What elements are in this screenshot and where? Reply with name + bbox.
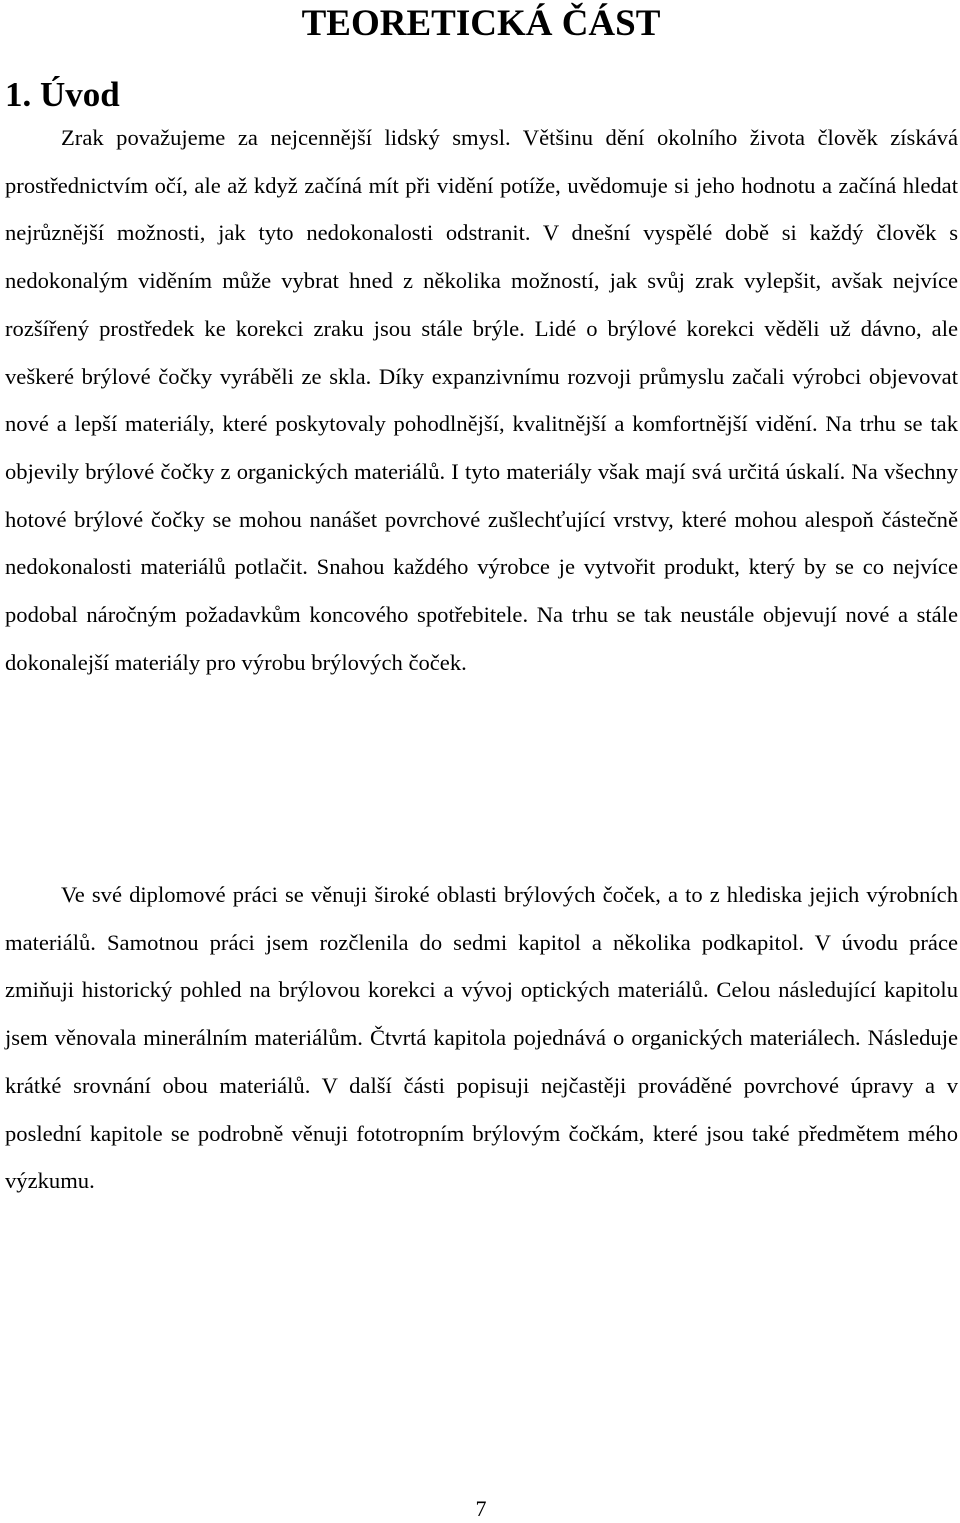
page-number: 7 — [475, 1496, 487, 1521]
part-title: TEORETICKÁ ČÁST — [301, 3, 661, 44]
paragraph-intro: Zrak považujeme za nejcennější lidský smysl. Většinu dění okolního života člověk získává prostřednictvím očí, ale až když začíná mít při vidění potíže, uvědomuje si jeho hodnotu a začíná hledat nejrůznější možnosti, jak tyto nedokonalosti odstranit. V dnešní vyspělé době si každý člověk s nedokonalým viděním může vybrat hned z několika možností, jak svůj zrak vylepšit, avšak nejvíce rozšířený prostředek ke korekci zraku jsou stále brýle. Lidé o brýlové korekci věděli už dávno, ale veškeré brýlové čočky vyráběli ze skla. Díky expanzivnímu rozvoji průmyslu začali výrobci objevovat nové a lepší materiály, které poskytovaly pohodlnější, kvalitnější a komfortnější vidění. Na trhu se tak objevily brýlové čočky z organických materiálů. I tyto materiály však mají svá určitá úskalí. Na všechny hotové brýlové čočky se mohou nanášet povrchové zušlechťující vrstvy, které mohou alespoň částečně nedokonalosti materiálů potlačit. Snahou každého výrobce je vytvořit produkt, který by se co nejvíce podobal náročným požadavkům koncového spotřebitele. Na trhu se tak neustále objevují nové a stále dokonalejší materiály pro výrobu brýlových čoček. — [5, 125, 958, 675]
paragraph-thesis-outline: Ve své diplomové práci se věnuji široké oblasti brýlových čoček, a to z hlediska jejich výrobních materiálů. Samotnou práci jsem rozčlenila do sedmi kapitol a několika podkapitol. V úvodu práce zmiňuji historický pohled na brýlovou korekci a vývoj optických materiálů. Celou následující kapitolu jsem věnovala minerálním materiálům. Čtvrtá kapitola pojednává o organických materiálech. Následuje krátké srovnání obou materiálů. V další části popisuji nejčastěji prováděné povrchové úpravy a v poslední kapitole se podrobně věnuji fototropním brýlovým čočkám, které jsou také předmětem mého výzkumu. — [5, 882, 958, 1194]
chapter-title: 1. Úvod — [5, 75, 120, 114]
